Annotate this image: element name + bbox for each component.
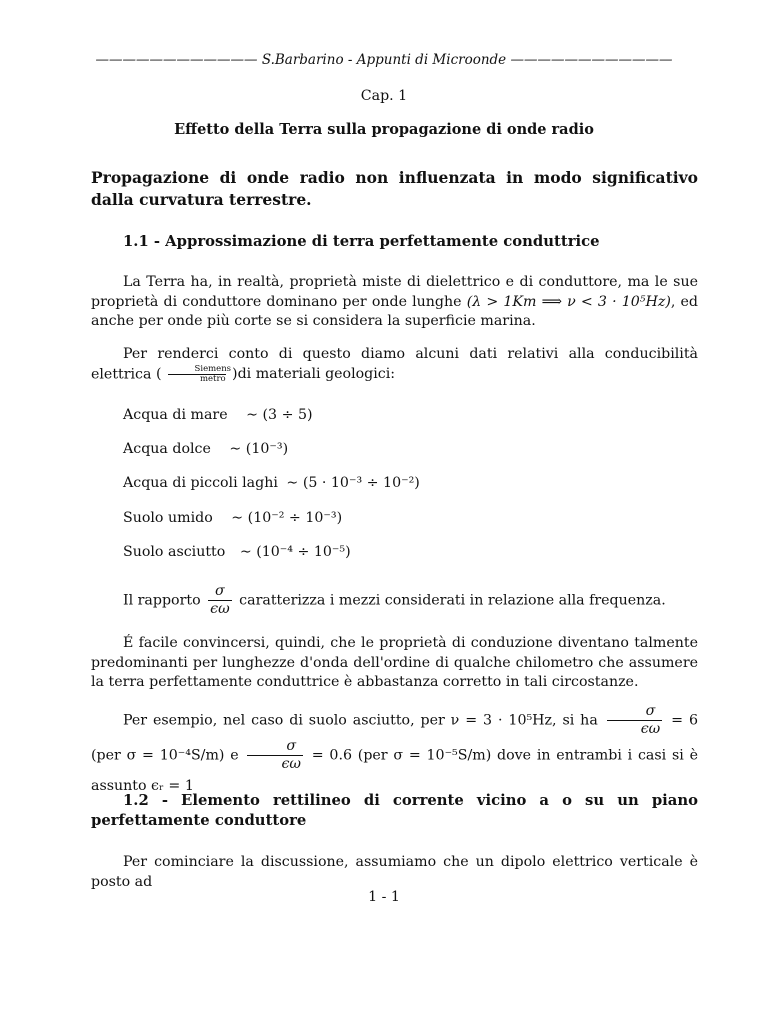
example-text-c: = 0.6 (per σ = 10⁻⁵S/m) dove in entrambi i casi si è assunto ϵᵣ = 1 bbox=[91, 747, 698, 794]
unit-fraction bbox=[163, 365, 232, 384]
conductivity-value: ∼ (10⁻³) bbox=[229, 441, 289, 457]
section-heading-1-1: 1.1 - Approssimazione di terra perfettamente conduttrice bbox=[123, 233, 600, 250]
section-heading-1-2: 1.2 - Elemento rettilineo di corrente vicino a o su un piano perfettamente conduttore bbox=[91, 792, 698, 829]
paragraph-tail: , ed anche per onde più corte se si considera la superficie marina. bbox=[91, 293, 698, 329]
unit-numerator: Siemens bbox=[194, 363, 232, 374]
paragraph-conduction-dominance: É facile convincersi, quindi, che le proprietà di conduzione diventano talmente predominanti per lunghezze d'onda dell'ordine di qualche chilometro che assumere la terra perfettamente conduttrice è abbastanza corretto in tali circostanze. bbox=[91, 635, 698, 690]
conductivity-value: ∼ (10⁻⁴ ÷ 10⁻⁵) bbox=[239, 544, 351, 560]
header-rule-left: ———————————— bbox=[95, 52, 258, 68]
conductivity-item bbox=[123, 475, 420, 491]
fraction-denominator: ϵω bbox=[210, 601, 230, 617]
conductivity-item bbox=[123, 510, 342, 526]
sigma-over-epsilon-omega bbox=[208, 583, 232, 618]
conductivity-value: ∼ (10⁻² ÷ 10⁻³) bbox=[231, 510, 343, 526]
conductivity-item bbox=[123, 441, 288, 457]
ratio-sentence bbox=[123, 583, 666, 618]
paragraph-example bbox=[91, 703, 698, 799]
material-name: Acqua dolce bbox=[123, 441, 211, 457]
page-number: 1 - 1 bbox=[368, 889, 400, 905]
fraction-numerator: σ bbox=[286, 738, 297, 754]
chapter-title: Effetto della Terra sulla propagazione di onde radio bbox=[174, 121, 594, 138]
material-name: Acqua di mare bbox=[123, 407, 228, 423]
fraction-numerator: σ bbox=[645, 703, 656, 719]
chapter-label: Cap. 1 bbox=[360, 88, 408, 104]
conductivity-value: ∼ (5 · 10⁻³ ÷ 10⁻²) bbox=[286, 475, 420, 491]
fraction-denominator: ϵω bbox=[247, 755, 303, 773]
wavelength-condition: (λ > 1Km ⟹ ν < 3 · 10⁵Hz) bbox=[466, 293, 671, 310]
header-rule-right: ———————————— bbox=[510, 52, 673, 68]
ratio-lead: Il rapporto bbox=[123, 592, 201, 609]
running-header bbox=[0, 52, 768, 68]
example-text-b: = 6 (per σ = 10⁻⁴S/m) e bbox=[91, 712, 698, 764]
fraction-denominator: ϵω bbox=[607, 720, 663, 738]
header-running-title: S.Barbarino - Appunti di Microonde bbox=[261, 52, 507, 68]
unit-denominator: metro bbox=[168, 374, 226, 384]
conductivity-value: ∼ (3 ÷ 5) bbox=[246, 407, 313, 423]
paragraph-text: La Terra ha, in realtà, proprietà miste di dielettrico e di conduttore, ma le sue proprietà di conduttore dominano per onde lunghe bbox=[91, 274, 698, 310]
paragraph-conductivity-intro: Per renderci conto di questo diamo alcuni dati relativi alla conducibilità elettrica ( $\frac{\text{Siemens}}{\text{metro}}$ )di materiali geologici: bbox=[91, 346, 698, 384]
paragraph-text: Per renderci conto di questo diamo alcuni dati relativi alla conducibilità elettrica bbox=[91, 346, 698, 382]
material-name: Suolo umido bbox=[123, 510, 213, 526]
chapter-subtitle: Propagazione di onde radio non influenzata in modo significativo dalla curvatura terrestre. bbox=[91, 168, 698, 209]
conductivity-item bbox=[123, 407, 313, 423]
sigma-over-epsilon-omega bbox=[247, 738, 303, 773]
fraction-numerator: σ bbox=[215, 583, 225, 599]
paragraph-dipole-intro: Per cominciare la discussione, assumiamo che un dipolo elettrico verticale è posto ad bbox=[91, 854, 698, 890]
paragraph-tail: di materiali geologici: bbox=[237, 366, 396, 382]
ratio-tail: caratterizza i mezzi considerati in relazione alla frequenza. bbox=[239, 592, 666, 609]
example-text-a: Per esempio, nel caso di suolo asciutto, per ν = 3 · 10⁵Hz, si ha bbox=[123, 712, 598, 729]
sigma-over-epsilon-omega bbox=[607, 703, 663, 738]
paragraph-earth-properties bbox=[91, 273, 698, 332]
conductivity-item bbox=[123, 544, 351, 560]
material-name: Suolo asciutto bbox=[123, 544, 226, 560]
material-name: Acqua di piccoli laghi bbox=[123, 475, 278, 491]
